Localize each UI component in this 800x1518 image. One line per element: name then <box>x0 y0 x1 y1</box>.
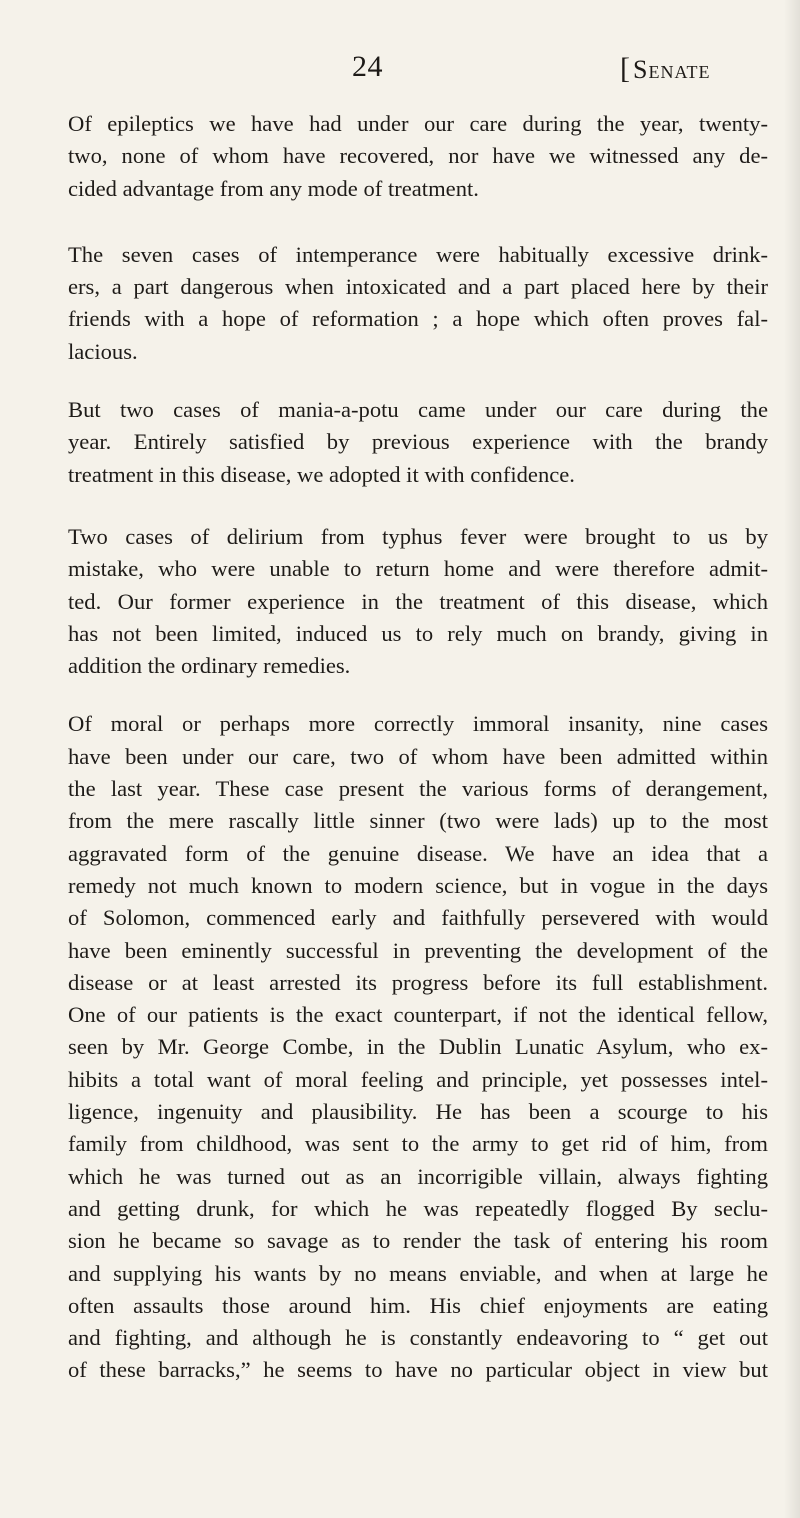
paragraph-delirium <box>68 521 768 682</box>
text-line: year. Entirely satisfied by previous experience with the brandy <box>68 429 768 455</box>
paragraph-mania-a-potu <box>68 394 768 491</box>
text-line: mistake, who were unable to return home and were therefore admit- <box>68 556 768 582</box>
text-line: But two cases of mania-a-potu came under our care during the <box>68 397 768 423</box>
text-line: of Solomon, commenced early and faithfully persevered with would <box>68 905 768 931</box>
text-line: Of moral or perhaps more correctly immoral insanity, nine cases <box>68 711 768 737</box>
text-line: have been eminently successful in preventing the development of the <box>68 937 768 963</box>
text-line: family from childhood, was sent to the army to get rid of him, from <box>68 1131 768 1157</box>
text-line: seen by Mr. George Combe, in the Dublin Lunatic Asylum, who ex- <box>68 1034 768 1060</box>
page-header <box>0 40 800 90</box>
text-line: The seven cases of intemperance were habitually excessive drink- <box>68 241 768 267</box>
text-line: aggravated form of the genuine disease. We have an idea that a <box>68 840 768 866</box>
text-line: which he was turned out as an incorrigible villain, always fighting <box>68 1163 768 1189</box>
text-line: have been under our care, two of whom have been admitted within <box>68 743 768 769</box>
running-head-bracket: [ <box>620 52 631 85</box>
text-line: ligence, ingenuity and plausibility. He has been a scourge to his <box>68 1099 768 1125</box>
text-line: addition the ordinary remedies. <box>68 653 351 679</box>
text-line: One of our patients is the exact counterpart, if not the identical fellow, <box>68 1002 768 1028</box>
text-line: hibits a total want of moral feeling and principle, yet possesses intel- <box>68 1066 768 1092</box>
paragraph-intemperance <box>68 239 768 368</box>
body-text <box>68 108 768 1387</box>
text-line: disease or at least arrested its progress before its full establishment. <box>68 969 768 995</box>
text-line: from the mere rascally little sinner (two were lads) up to the most <box>68 808 768 834</box>
paragraph-moral-insanity <box>68 708 768 1386</box>
text-line: remedy not much known to modern science, but in vogue in the days <box>68 872 768 898</box>
paragraph-epileptics <box>68 108 768 205</box>
text-line: Two cases of delirium from typhus fever were brought to us by <box>68 523 768 549</box>
page-edge-shadow <box>784 0 800 1518</box>
text-line: and getting drunk, for which he was repeatedly flogged By seclu- <box>68 1195 768 1221</box>
running-head <box>620 52 710 86</box>
text-line: friends with a hope of reformation ; a hope which often proves fal- <box>68 306 768 332</box>
text-line: lacious. <box>68 338 138 364</box>
text-line: Of epileptics we have had under our care during the year, twenty- <box>68 111 768 136</box>
text-line: cided advantage from any mode of treatment. <box>68 175 479 201</box>
text-line: has not been limited, induced us to rely much on brandy, giving in <box>68 620 768 646</box>
text-line: treatment in this disease, we adopted it with confidence. <box>68 461 575 487</box>
running-head-label: Senate <box>633 55 711 84</box>
text-line: and supplying his wants by no means enviable, and when at large he <box>68 1260 768 1286</box>
text-line: ers, a part dangerous when intoxicated and a part placed here by their <box>68 274 768 300</box>
page-number: 24 <box>352 50 383 83</box>
text-line: often assaults those around him. His chief enjoyments are eating <box>68 1292 768 1318</box>
text-line: the last year. These case present the various forms of derangement, <box>68 776 768 802</box>
text-line: and fighting, and although he is constantly endeavoring to “ get out <box>68 1325 768 1351</box>
text-line: two, none of whom have recovered, nor have we witnessed any de- <box>68 143 768 169</box>
text-line: of these barracks,” he seems to have no particular object in view but <box>68 1357 768 1383</box>
text-line: ted. Our former experience in the treatment of this disease, which <box>68 588 768 614</box>
text-line: sion he became so savage as to render the task of entering his room <box>68 1228 768 1254</box>
